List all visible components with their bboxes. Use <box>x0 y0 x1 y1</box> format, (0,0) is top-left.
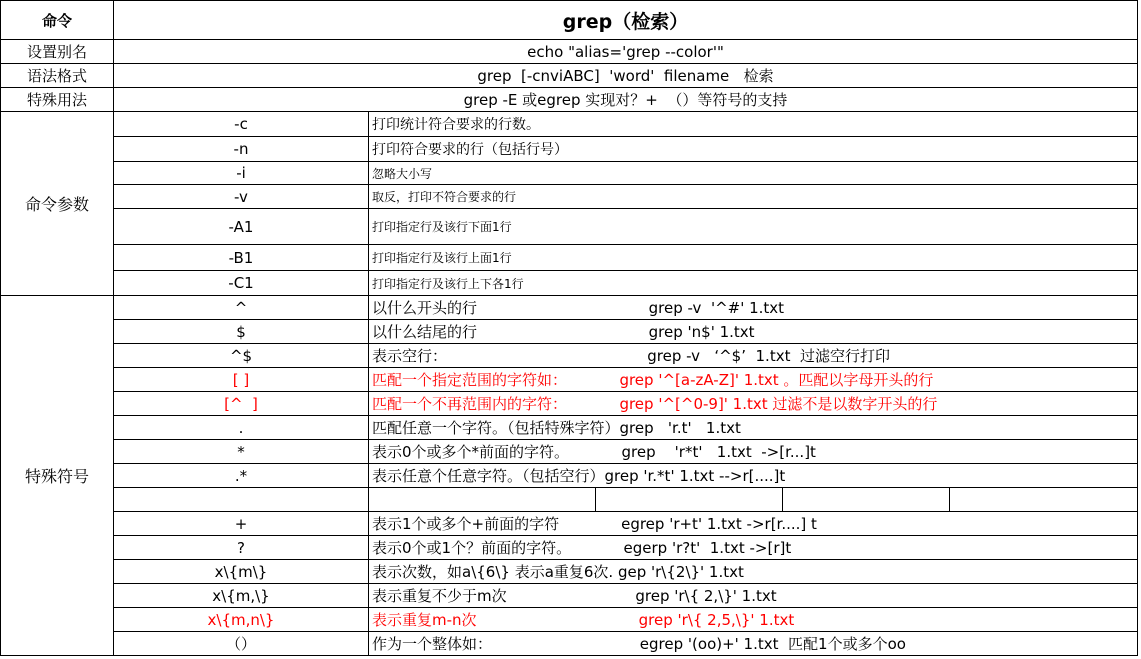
symbol-description: 表示重复m-n次 grep 'r\{ 2,5,\}' 1.txt <box>369 608 1138 632</box>
symbol-pattern: ^ <box>114 296 369 320</box>
param-option: -n <box>114 137 369 162</box>
symbol-pattern: + <box>114 512 369 536</box>
empty-subcell <box>783 488 950 511</box>
param-option: -A1 <box>114 209 369 245</box>
param-option: -c <box>114 112 369 137</box>
symbol-description <box>369 488 1138 512</box>
header-command-label: 命令 <box>0 0 114 40</box>
symbol-row <box>0 392 1141 416</box>
symbol-row <box>0 296 1141 320</box>
symbol-pattern <box>114 488 369 512</box>
symbol-description: 表示次数，如a\{6\} 表示a重复6次. gep 'r\{2\}' 1.txt <box>369 560 1138 584</box>
symbol-description: 表示1个或多个+前面的字符 egrep 'r+t' 1.txt ->r[r....] t <box>369 512 1138 536</box>
symbol-pattern: [ ] <box>114 368 369 392</box>
param-row <box>0 112 1141 137</box>
param-row <box>0 185 1141 209</box>
symbol-row <box>0 368 1141 392</box>
params-group-label: 命令参数 <box>0 112 114 296</box>
symbol-row <box>0 344 1141 368</box>
symbols-group-label: 特殊符号 <box>0 296 114 656</box>
param-description: 打印指定行及该行上面1行 <box>369 245 1138 271</box>
syntax-row <box>0 64 1141 88</box>
param-row <box>0 137 1141 162</box>
header-title: grep（检索） <box>114 0 1138 40</box>
special-usage-label: 特殊用法 <box>0 88 114 112</box>
empty-subcell <box>369 488 596 511</box>
symbol-pattern: ^$ <box>114 344 369 368</box>
symbol-pattern: （） <box>114 632 369 656</box>
param-description: 忽略大小写 <box>369 162 1138 185</box>
symbol-description: 表示重复不少于m次 grep 'r\{ 2,\}' 1.txt <box>369 584 1138 608</box>
symbol-pattern: x\{m\} <box>114 560 369 584</box>
symbol-pattern: ? <box>114 536 369 560</box>
symbol-row <box>0 632 1141 656</box>
symbol-row <box>0 440 1141 464</box>
param-option: -v <box>114 185 369 209</box>
param-row <box>0 245 1141 271</box>
symbol-pattern: . <box>114 416 369 440</box>
empty-row <box>0 488 1141 512</box>
symbol-description: 匹配一个不再范围内的字符： grep '^[^0-9]' 1.txt 过滤不是以数字开头的行 <box>369 392 1138 416</box>
param-option: -B1 <box>114 245 369 271</box>
symbol-pattern: x\{m,\} <box>114 584 369 608</box>
symbol-description: 以什么开头的行 grep -v '^#' 1.txt <box>369 296 1138 320</box>
symbol-description: 表示任意个任意字符。（包括空行）grep 'r.*t' 1.txt -->r[....]t <box>369 464 1138 488</box>
symbol-pattern: .* <box>114 464 369 488</box>
symbol-pattern: [^ ] <box>114 392 369 416</box>
special-usage-row <box>0 88 1141 112</box>
symbol-description: 表示空行： grep -v ‘^$’ 1.txt 过滤空行打印 <box>369 344 1138 368</box>
param-description: 打印指定行及该行上下各1行 <box>369 271 1138 296</box>
symbol-description: 作为一个整体如： egrep '(oo)+' 1.txt 匹配1个或多个oo <box>369 632 1138 656</box>
symbol-description: 表示0个或1个？前面的字符。 egerp 'r?t' 1.txt ->[r]t <box>369 536 1138 560</box>
symbol-description: 匹配任意一个字符。（包括特殊字符）grep 'r.t' 1.txt <box>369 416 1138 440</box>
symbol-pattern: $ <box>114 320 369 344</box>
symbol-pattern: x\{m,n\} <box>114 608 369 632</box>
symbol-row <box>0 584 1141 608</box>
alias-label: 设置别名 <box>0 40 114 64</box>
param-row <box>0 162 1141 185</box>
symbol-row <box>0 560 1141 584</box>
symbol-row <box>0 320 1141 344</box>
param-row <box>0 271 1141 296</box>
alias-row <box>0 40 1141 64</box>
param-row <box>0 209 1141 245</box>
param-option: -C1 <box>114 271 369 296</box>
param-description: 取反，打印不符合要求的行 <box>369 185 1138 209</box>
param-description: 打印统计符合要求的行数。 <box>369 112 1138 137</box>
syntax-label: 语法格式 <box>0 64 114 88</box>
special-usage-value: grep -E 或egrep 实现对？+ （）等符号的支持 <box>114 88 1138 112</box>
symbol-row <box>0 464 1141 488</box>
symbol-description: 匹配一个指定范围的字符如： grep '^[a-zA-Z]' 1.txt 。匹配以字母开头的行 <box>369 368 1138 392</box>
header-row <box>0 0 1141 40</box>
symbol-description: 以什么结尾的行 grep 'n$' 1.txt <box>369 320 1138 344</box>
syntax-value: grep [-cnviABC] 'word' filename 检索 <box>114 64 1138 88</box>
empty-subcell <box>596 488 783 511</box>
symbol-description: 表示0个或多个*前面的字符。 grep 'r*t' 1.txt ->[r...]t <box>369 440 1138 464</box>
param-option: -i <box>114 162 369 185</box>
symbol-pattern: * <box>114 440 369 464</box>
alias-value: echo "alias='grep --color'" <box>114 40 1138 64</box>
symbol-row <box>0 608 1141 632</box>
symbol-row <box>0 416 1141 440</box>
param-description: 打印指定行及该行下面1行 <box>369 209 1138 245</box>
symbol-row <box>0 536 1141 560</box>
param-description: 打印符合要求的行（包括行号） <box>369 137 1138 162</box>
symbol-row <box>0 512 1141 536</box>
